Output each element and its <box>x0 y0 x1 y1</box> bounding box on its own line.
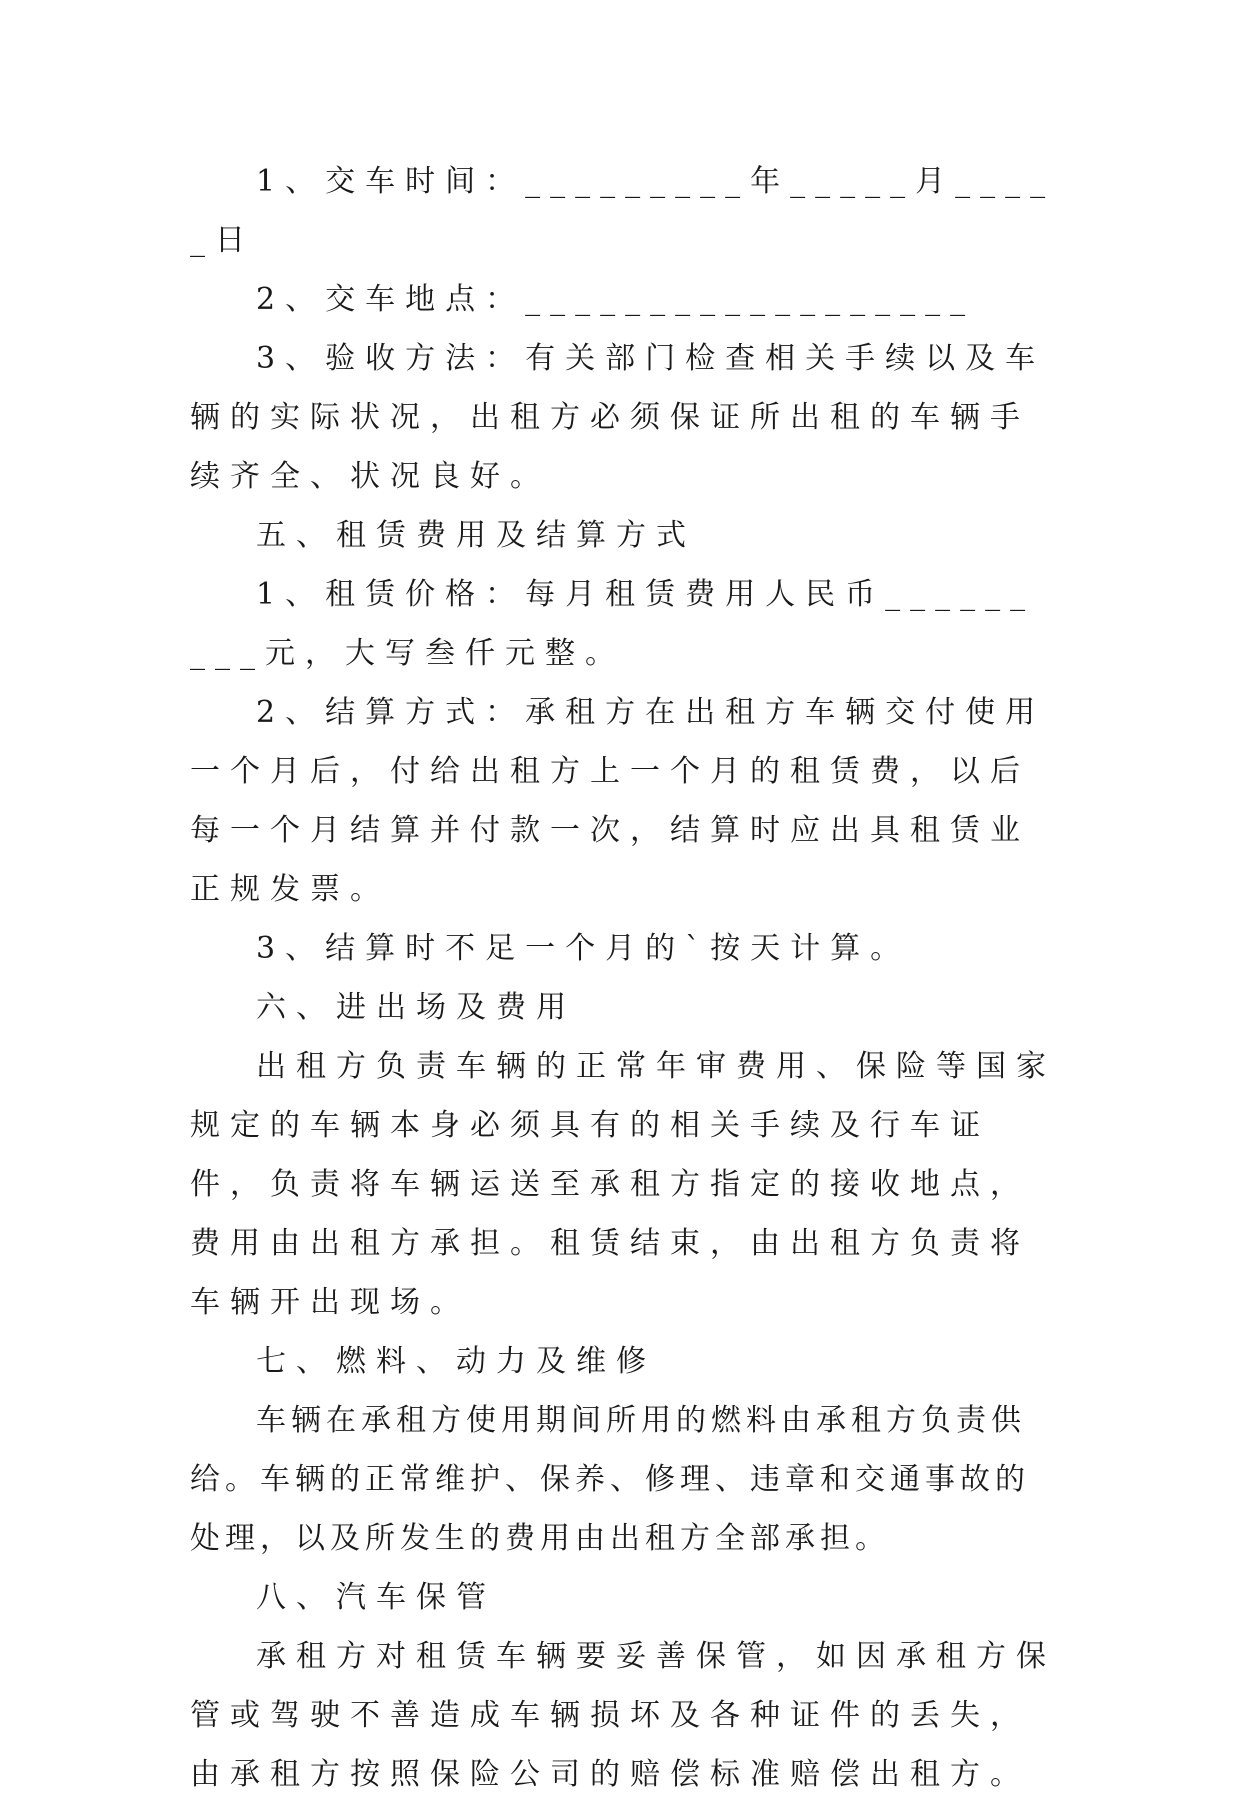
section-heading-fees: 五、租赁费用及结算方式 <box>256 518 696 553</box>
partial-month-paragraph: 3、结算时不足一个月的`按天计算。 <box>256 931 911 966</box>
document-body <box>190 152 1060 1804</box>
rental-price-paragraph: 1、租赁价格：每月租赁费用人民币_________元，大写叁仟元整。 <box>190 577 1036 671</box>
section-heading-vehicle-custody: 八、汽车保管 <box>256 1580 496 1615</box>
vehicle-custody-paragraph: 承租方对租赁车辆要妥善保管，如因承租方保管或驾驶不善造成车辆损坏及各种证件的丢失，由承租方按照保险公司的赔偿标准赔偿出租方。 <box>190 1639 1056 1792</box>
section-heading-fuel-maintenance: 七、燃料、动力及维修 <box>256 1344 656 1379</box>
section-heading-entry-exit: 六、进出场及费用 <box>256 990 576 1025</box>
entry-exit-paragraph: 出租方负责车辆的正常年审费用、保险等国家规定的车辆本身必须具有的相关手续及行车证件，负责将车辆运送至承租方指定的接收地点，费用由出租方承担。租赁结束，由出租方负责将车辆开出现场。 <box>190 1049 1056 1320</box>
fuel-maintenance-paragraph: 车辆在承租方使用期间所用的燃料由承租方负责供给。车辆的正常维护、保养、修理、违章和交通事故的处理，以及所发生的费用由出租方全部承担。 <box>190 1403 1030 1556</box>
delivery-location-line: 2、交车地点：__________________ <box>256 282 976 317</box>
acceptance-method-paragraph: 3、验收方法：有关部门检查相关手续以及车辆的实际状况，出租方必须保证所出租的车辆手续齐全、状况良好。 <box>190 341 1046 494</box>
delivery-time-line: 1、交车时间：_________年_____月_____日 <box>190 164 1056 258</box>
settlement-method-paragraph: 2、结算方式：承租方在出租方车辆交付使用一个月后，付给出租方上一个月的租赁费，以后每一个月结算并付款一次，结算时应出具租赁业正规发票。 <box>190 695 1046 907</box>
